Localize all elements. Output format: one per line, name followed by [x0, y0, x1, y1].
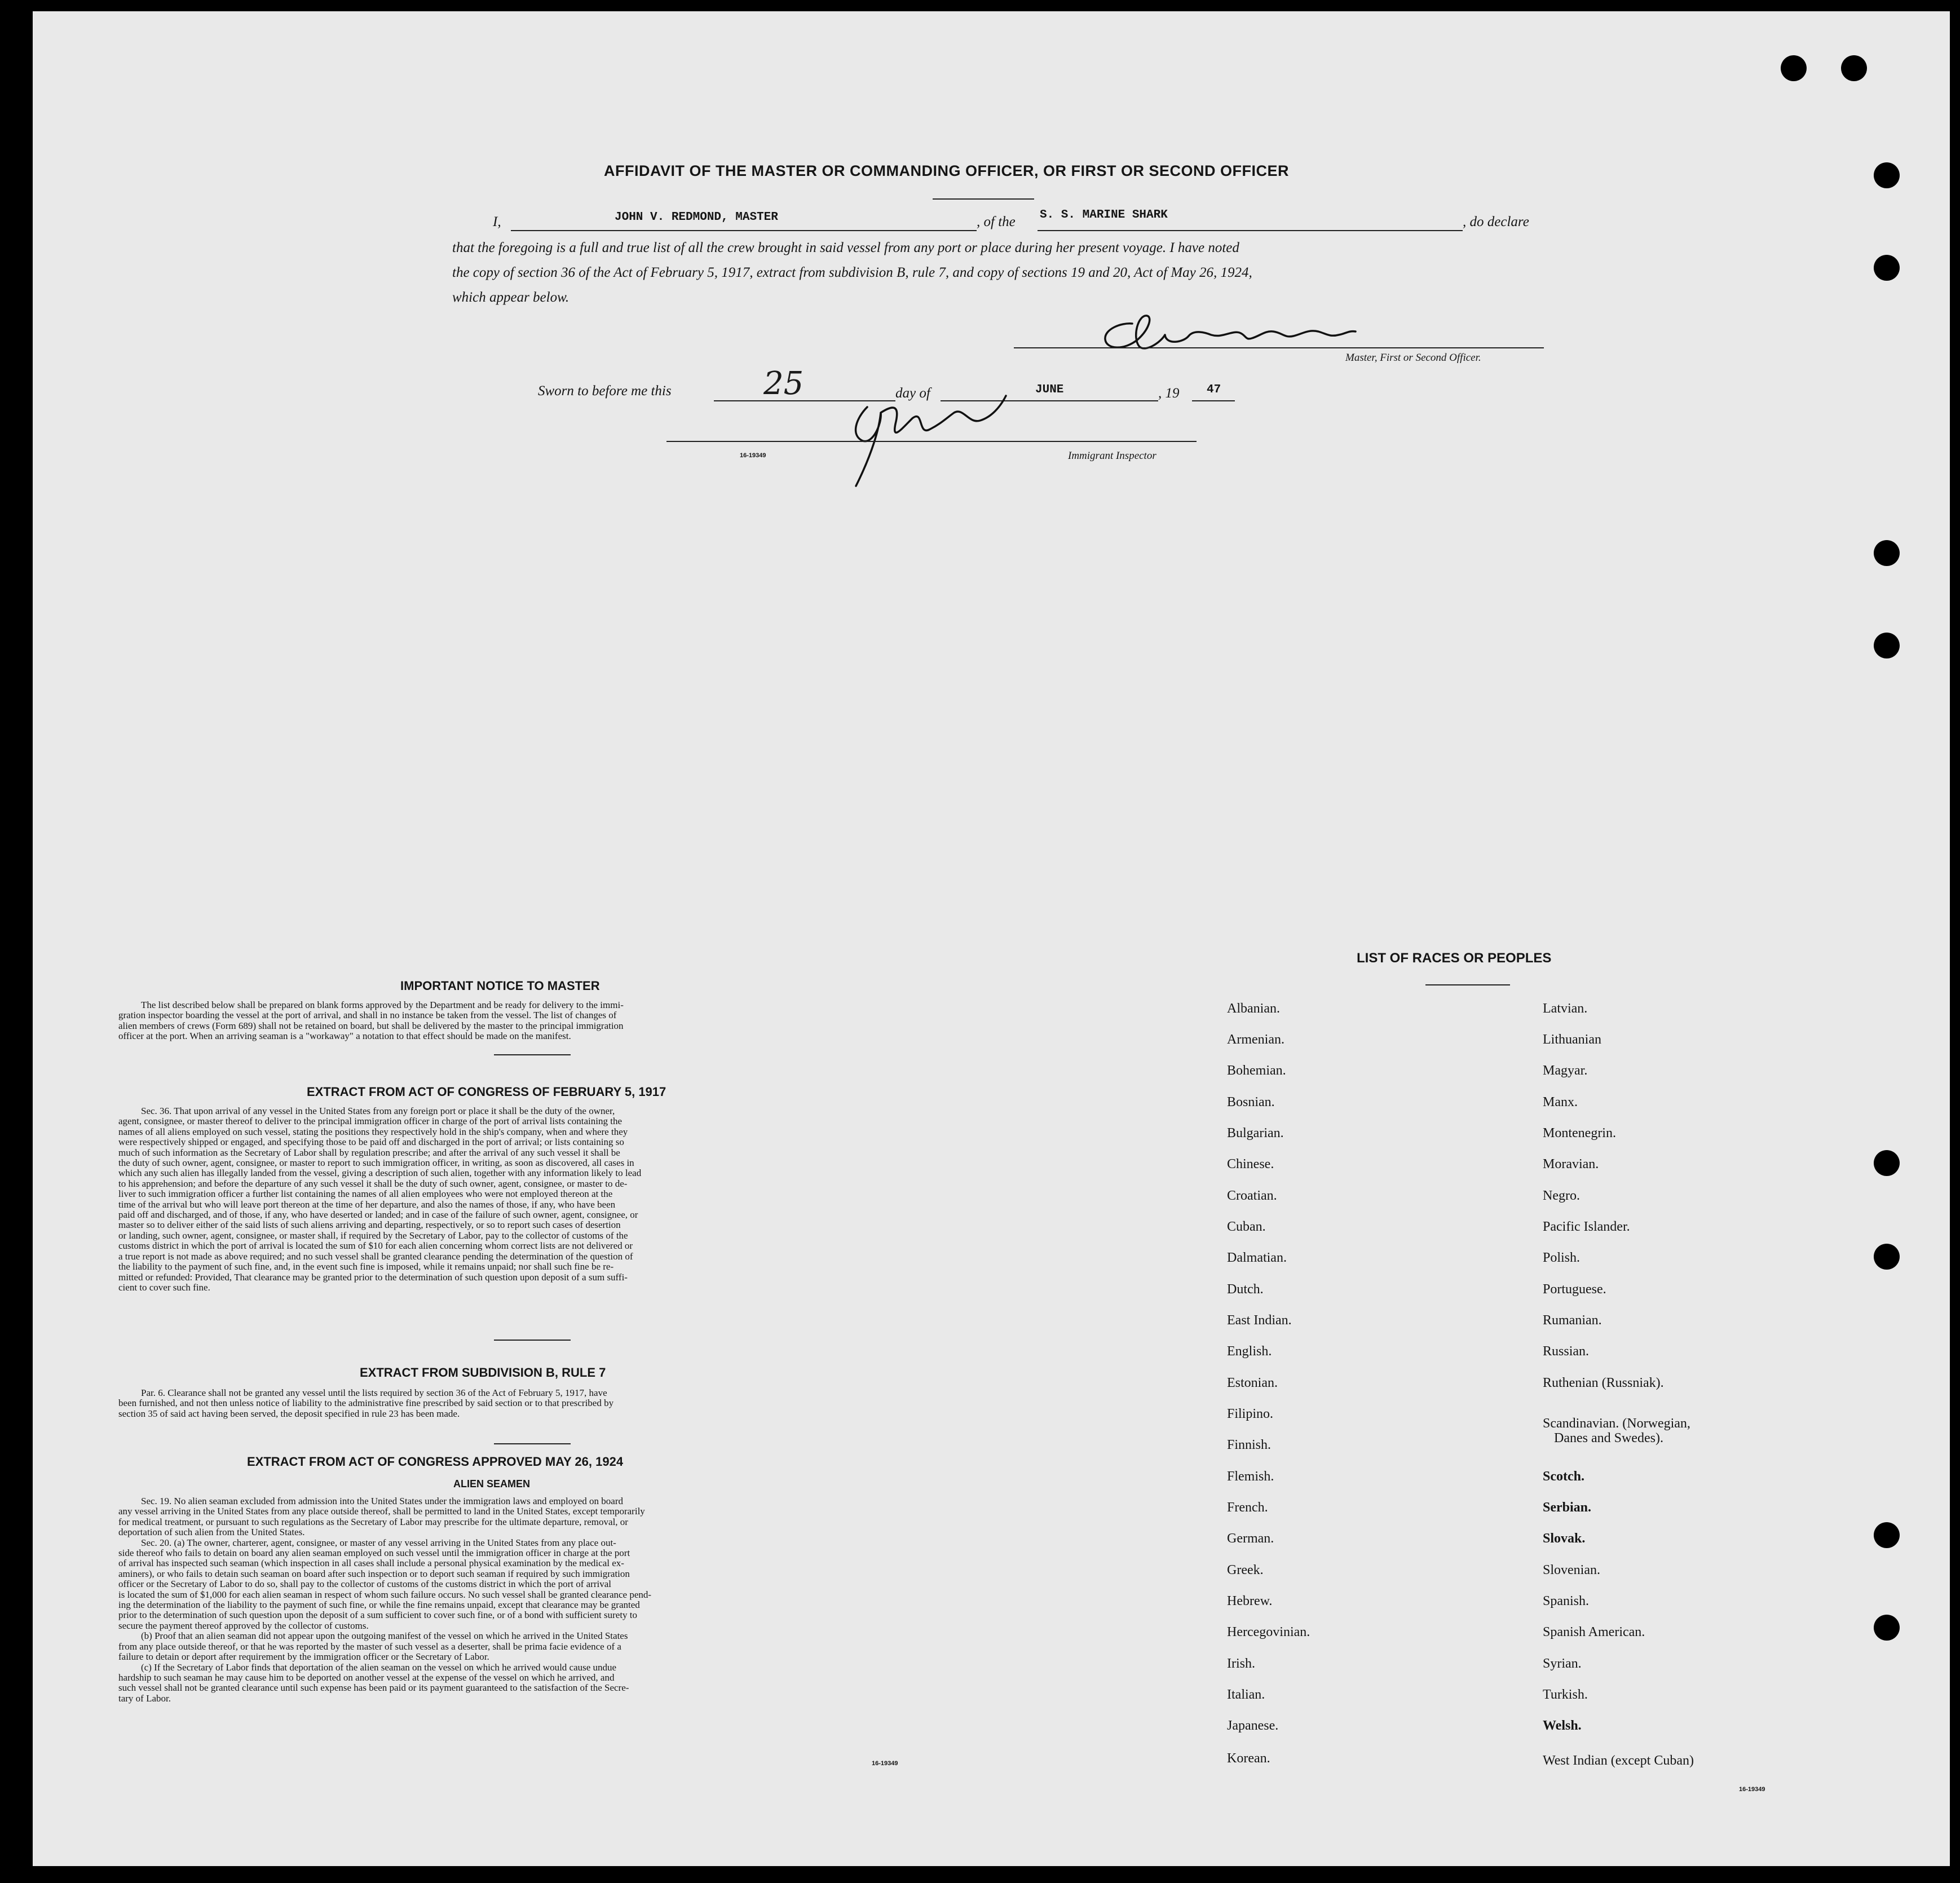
extract-1917-line: master so to deliver either of the said lists of such aliens arriving and departing, respectively, or so to report such cases of desertion	[118, 1219, 621, 1231]
race-item: Welsh.	[1543, 1718, 1582, 1733]
race-item: West Indian (except Cuban)	[1543, 1753, 1694, 1768]
subdivision-b-line: section 35 of said act having been served, the deposit specified in rule 23 has been made.	[118, 1408, 460, 1419]
extract-1924-line: (c) If the Secretary of Labor finds that deportation of the alien seaman on the vessel on which he arrived would cause undue	[141, 1661, 617, 1673]
punch-hole	[1874, 1615, 1900, 1641]
race-item: Montenegrin.	[1543, 1126, 1616, 1141]
document-page	[33, 11, 1950, 1866]
vessel-line	[1038, 230, 1463, 231]
extract-1924-line: secure the payment thereof approved by the collector of customs.	[118, 1620, 369, 1631]
extract-1924-line: for medical treatment, or pursuant to such regulations as the Secretary of Labor may prescribe for the ultimate departure, removal, or	[118, 1516, 628, 1527]
extract-1924-line: from any place outside thereof, or that he was reported by the master of such vessel as a deserter, shall be prima facie evidence of a	[118, 1641, 621, 1652]
race-item: Dutch.	[1227, 1282, 1264, 1297]
sworn-prefix: Sworn to before me this	[538, 383, 672, 399]
race-item: Polish.	[1543, 1250, 1581, 1265]
extract-1924-line: failure to detain or deport after requirement by the immigration officer or the Secretary of Labor.	[118, 1651, 489, 1663]
race-item: Korean.	[1227, 1751, 1270, 1766]
extract-1917-body	[118, 1106, 944, 1293]
extract-1924-line: aminers), or who fails to detain such seaman on board after such inspection or to deport such seaman if required by such immigration	[118, 1568, 630, 1579]
extract-1917-line: the duty of such owner, agent, consignee, or master to report to such immigration officer, in writing, as soon as discovered, all cases in	[118, 1157, 634, 1169]
race-item: Danes and Swedes).	[1554, 1431, 1663, 1446]
master-name-line	[511, 230, 977, 231]
race-item: French.	[1227, 1500, 1268, 1515]
extract-1917-line: names of all aliens employed on such vessel, stating the positions they respectively hold in the ship's company, when and where they	[118, 1126, 628, 1137]
race-item: Pacific Islander.	[1543, 1219, 1630, 1234]
section-rule	[494, 1054, 571, 1055]
race-item: Cuban.	[1227, 1219, 1266, 1234]
extract-1924-line: side thereof who fails to detain on board any alien seaman employed on such vessel until the immigration officer in charge at the port	[118, 1548, 630, 1559]
punch-hole	[1874, 162, 1900, 188]
subdivision-b-body	[118, 1388, 944, 1419]
extract-1917-line: which any such alien has illegally landed from the vessel, giving a description of such alien, together with any information likely to lead	[118, 1168, 642, 1179]
punch-hole	[1874, 255, 1900, 281]
race-item: Syrian.	[1543, 1656, 1582, 1671]
race-item: Albanian.	[1227, 1001, 1280, 1016]
i-label: I,	[493, 214, 501, 229]
extract-1924-body	[118, 1496, 944, 1704]
sworn-day: 25	[763, 365, 804, 402]
extract-1924-line: ing the determination of the liability to the payment of such fine, or while the fine remains unpaid, except that clearance may be granted	[118, 1599, 640, 1611]
extract-1917-line: mitted or refunded: Provided, That clearance may be granted prior to the determination of such question upon deposit of a sum suffi-	[118, 1271, 628, 1283]
punch-hole	[1874, 540, 1900, 566]
master-signature-caption: Master, First or Second Officer.	[1345, 352, 1481, 364]
race-item: Hercegovinian.	[1227, 1625, 1310, 1639]
races-title-rule	[1425, 984, 1510, 985]
extract-1924-line: any vessel arriving in the United States from any place outside thereof, shall be permitted to land in the United States, except temporarily	[118, 1506, 645, 1517]
race-item: Spanish American.	[1543, 1625, 1645, 1639]
extract-1924-title: EXTRACT FROM ACT OF CONGRESS APPROVED MAY 26, 1924	[247, 1455, 624, 1469]
subdivision-b-title: EXTRACT FROM SUBDIVISION B, RULE 7	[360, 1365, 606, 1380]
extract-1924-subtitle: ALIEN SEAMEN	[453, 1478, 531, 1489]
year-suffix: 47	[1207, 383, 1221, 396]
race-item: Russian.	[1543, 1344, 1590, 1359]
race-item: Bohemian.	[1227, 1063, 1286, 1078]
day-of-label: day of	[895, 386, 930, 401]
race-item: Japanese.	[1227, 1718, 1279, 1733]
inspector-signature-line	[666, 441, 1197, 442]
master-signature-line	[1014, 347, 1544, 348]
title-rule	[933, 198, 1034, 200]
extract-1924-line: such vessel shall not be granted clearance until such expense has been paid or its payment guaranteed to the satisfaction of the Secre-	[118, 1682, 629, 1694]
race-item: Armenian.	[1227, 1032, 1284, 1047]
race-item: Hebrew.	[1227, 1594, 1273, 1608]
extract-1924-line: tary of Labor.	[118, 1692, 171, 1704]
race-item: Greek.	[1227, 1563, 1264, 1577]
do-declare-label: , do declare	[1463, 214, 1529, 229]
race-item: Scotch.	[1543, 1469, 1584, 1484]
extract-1924-line: is located the sum of $1,000 for each alien seaman in respect of whom such failure occurs. No such vessel shall be granted clearance pend-	[118, 1589, 652, 1600]
extract-1917-title: EXTRACT FROM ACT OF CONGRESS OF FEBRUARY 5, 1917	[307, 1085, 666, 1099]
race-item: English.	[1227, 1344, 1272, 1359]
inspector-caption: Immigrant Inspector	[1068, 450, 1156, 462]
extract-1924-line: Sec. 19. No alien seaman excluded from admission into the United States under the immigration laws and employed on board	[141, 1496, 623, 1506]
extract-1917-line: agent, consignee, or master thereof to deliver to the principal immigration officer in charge of the port of arrival lists containing the	[118, 1116, 622, 1127]
race-item: Magyar.	[1543, 1063, 1588, 1078]
race-item: Chinese.	[1227, 1157, 1274, 1172]
race-item: Turkish.	[1543, 1687, 1588, 1702]
race-item: Scandinavian. (Norwegian,	[1543, 1416, 1690, 1431]
extract-1924-line: Sec. 20. (a) The owner, charterer, agent, consignee, or master of any vessel arriving in the United States from any place out-	[141, 1537, 616, 1548]
extract-1924-form-number: 16-19349	[872, 1760, 898, 1767]
punch-hole	[1781, 55, 1807, 81]
race-item: Negro.	[1543, 1188, 1580, 1203]
extract-1917-line: customs district in which the port of arrival is located the sum of $10 for each alien concerning whom correct lists are not delivered or	[118, 1240, 633, 1252]
extract-1917-line: to his apprehension; and before the departure of any such vessel it shall be the duty of such owner, agent, consignee, or master to de-	[118, 1178, 628, 1189]
notice-line: The list described below shall be prepared on blank forms approved by the Department and be ready for delivery to the immi-	[141, 1000, 624, 1010]
race-item: Italian.	[1227, 1687, 1265, 1702]
race-item: Spanish.	[1543, 1594, 1590, 1608]
races-title: LIST OF RACES OR PEOPLES	[1357, 951, 1552, 966]
extract-1917-line: the liability to the payment of such fine, and, in the event such fine is imposed, while it remains unpaid; nor shall such fine be re-	[118, 1261, 614, 1272]
of-the-label: , of the	[977, 214, 1016, 229]
year-prefix: , 19	[1158, 386, 1180, 401]
race-item: Portuguese.	[1543, 1282, 1606, 1297]
race-item: Bulgarian.	[1227, 1126, 1284, 1141]
races-form-number: 16-19349	[1739, 1786, 1765, 1793]
extract-1917-line: liver to such immigration officer a further list containing the names of all alien employees who were not employed thereon at the	[118, 1188, 613, 1200]
notice-body	[118, 1000, 944, 1042]
year-line	[1192, 400, 1235, 401]
affidavit-line-2: the copy of section 36 of the Act of February 5, 1917, extract from subdivision B, rule 7, and copy of sections 19 and 20, Act of May 26, 1924,	[452, 265, 1252, 280]
race-item: Estonian.	[1227, 1376, 1278, 1390]
race-item: Ruthenian (Russniak).	[1543, 1376, 1664, 1390]
race-item: Moravian.	[1543, 1157, 1599, 1172]
punch-hole	[1874, 1522, 1900, 1548]
race-item: East Indian.	[1227, 1313, 1292, 1328]
affidavit-form-number: 16-19349	[740, 452, 766, 459]
notice-line: officer at the port. When an arriving seaman is a "workaway" a notation to that effect should be made on the manifest.	[118, 1031, 571, 1042]
extract-1924-line: of arrival has inspected such seaman (which inspection in all cases shall include a personal physical examination by the medical ex-	[118, 1558, 624, 1569]
race-item: Irish.	[1227, 1656, 1255, 1671]
extract-1924-line: (b) Proof that an alien seaman did not appear upon the outgoing manifest of the vessel on which he arrived in the United States	[141, 1630, 628, 1642]
race-item: Slovenian.	[1543, 1563, 1600, 1577]
race-item: Finnish.	[1227, 1438, 1272, 1452]
race-item: Slovak.	[1543, 1531, 1586, 1546]
punch-hole	[1874, 1244, 1900, 1270]
extract-1917-line: a true report is not made as above required; and no such vessel shall be granted clearance pending the determination of the question of	[118, 1250, 633, 1262]
punch-hole	[1874, 1150, 1900, 1176]
extract-1924-line: deportation of such alien from the United States.	[118, 1527, 305, 1538]
section-rule	[494, 1340, 571, 1341]
sworn-month: JUNE	[1035, 383, 1064, 396]
subdivision-b-line: been furnished, and not then unless notice of liability to the administrative fine prescribed by said section or to that prescribed by	[118, 1398, 614, 1409]
extract-1924-line: prior to the determination of such question upon the deposit of a sum sufficient to cover such fine, or of a bond with sufficient surety to	[118, 1610, 638, 1621]
master-name: JOHN V. REDMOND, MASTER	[615, 211, 778, 224]
subdivision-b-line: Par. 6. Clearance shall not be granted any vessel until the lists required by section 36 of the Act of February 5, 1917, have	[141, 1387, 607, 1398]
race-item: Manx.	[1543, 1095, 1578, 1110]
section-rule	[494, 1443, 571, 1444]
race-item: Latvian.	[1543, 1001, 1588, 1016]
punch-hole	[1874, 633, 1900, 658]
affidavit-line-3: which appear below.	[452, 290, 570, 305]
race-item: Dalmatian.	[1227, 1250, 1287, 1265]
notice-line: gration inspector boarding the vessel at the port of arrival, and shall in no instance be taken from the vessel. The list of changes of	[118, 1010, 617, 1021]
extract-1917-line: cient to cover such fine.	[118, 1281, 210, 1293]
extract-1917-line: Sec. 36. That upon arrival of any vessel in the United States from any foreign port or place it shall be the duty of the owner,	[141, 1106, 615, 1116]
extract-1917-line: were respectively shipped or engaged, and specifying those to be paid off and discharged in the port of arrival; or lists containing so	[118, 1137, 624, 1148]
race-item: Serbian.	[1543, 1500, 1592, 1515]
extract-1917-line: or landing, such owner, agent, consignee, or master shall, if required by the Secretary of Labor, pay to the collector of customs of the	[118, 1230, 628, 1241]
extract-1917-line: time of the arrival but who will leave port thereon at the time of her departure, and also the names of those, if any, who have been	[118, 1199, 616, 1210]
race-item: Flemish.	[1227, 1469, 1274, 1484]
race-item: Lithuanian	[1543, 1032, 1601, 1047]
vessel-name: S. S. MARINE SHARK	[1040, 209, 1168, 222]
race-item: Filipino.	[1227, 1407, 1274, 1421]
race-item: Rumanian.	[1543, 1313, 1602, 1328]
extract-1924-line: hardship to such seaman he may cause him to be deported on another vessel at the expense of the vessel on which he arrived, and	[118, 1672, 615, 1683]
affidavit-title: AFFIDAVIT OF THE MASTER OR COMMANDING OFFICER, OR FIRST OR SECOND OFFICER	[604, 162, 1289, 179]
race-item: German.	[1227, 1531, 1274, 1546]
notice-title: IMPORTANT NOTICE TO MASTER	[400, 979, 600, 993]
notice-line: alien members of crews (Form 689) shall not be retained on board, but shall be delivered by the master to the principal immigration	[118, 1020, 624, 1031]
extract-1924-line: officer or the Secretary of Labor to do so, shall pay to the collector of customs of the customs district in which the port of arrival	[118, 1579, 611, 1590]
punch-hole	[1841, 55, 1867, 81]
affidavit-line-1: that the foregoing is a full and true list of all the crew brought in said vessel from any port or place during her present voyage. I have noted	[452, 240, 1239, 255]
extract-1917-line: much of such information as the Secretary of Labor shall by regulation prescribe; and after the arrival of any such vessel it shall be	[118, 1147, 620, 1158]
extract-1917-line: paid off and discharged, and of those, if any, who have deserted or landed; and in case of the failure of such owner, agent, consignee, or	[118, 1209, 638, 1221]
race-item: Croatian.	[1227, 1188, 1277, 1203]
race-item: Bosnian.	[1227, 1095, 1275, 1110]
